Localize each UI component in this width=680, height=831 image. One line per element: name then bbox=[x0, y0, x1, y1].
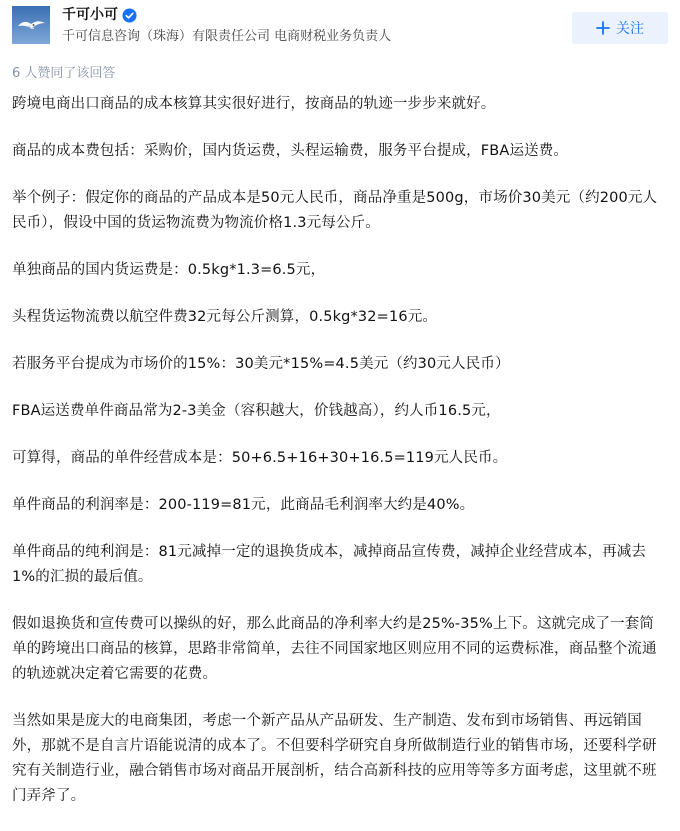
follow-button[interactable] bbox=[572, 12, 668, 44]
paragraph: 单件商品的纯利润是：81元减掉一定的退换货成本，减掉商品宣传费，减掉企业经营成本，再减去1%的汇损的最后值。 bbox=[12, 544, 647, 585]
author-name-row bbox=[62, 6, 137, 24]
paragraph: 假如退换货和宣传费可以操纵的好，那么此商品的净利率大约是25%-35%上下。这就完成了一套简单的跨境出口商品的核算，思路非常简单，去往不同国家地区则应用不同的运费标准，商品整个流通的轨迹就决定着它需要的花费。 bbox=[12, 616, 657, 682]
seagull-avatar-icon bbox=[12, 6, 50, 44]
paragraph: 跨境电商出口商品的成本核算其实很好进行，按商品的轨迹一步步来就好。 bbox=[12, 96, 496, 112]
author-info bbox=[12, 0, 668, 58]
paragraph: 单独商品的国内货运费是：0.5kg*1.3=6.5元， bbox=[12, 262, 326, 278]
verified-badge-icon bbox=[122, 8, 137, 23]
paragraph: 商品的成本费包括：采购价，国内货运费，头程运输费，服务平台提成，FBA运送费。 bbox=[12, 143, 569, 159]
paragraph: 当然如果是庞大的电商集团，考虑一个新产品从产品研发、生产制造、发布到市场销售、再远销国外，那就不是自言片语能说清的成本了。不但要科学研究自身所做制造行业的销售市场，还要科学研究有关制造行业，融合销售市场对商品开展剖析，结合高新科技的应用等等多方面考虑，这里就不班门弄斧了。 bbox=[12, 713, 657, 804]
paragraph: 单件商品的利润率是：200-119=81元，此商品毛利润率大约是40%。 bbox=[12, 497, 475, 513]
paragraph: 若服务平台提成为市场价的15%：30美元*15%=4.5美元（约30元人民币） bbox=[12, 356, 510, 372]
paragraph: 举个例子：假定你的商品的产品成本是50元人民币，商品净重是500g，市场价30美元（约200元人民币），假设中国的货运物流费为物流价格1.3元每公斤。 bbox=[12, 190, 658, 231]
paragraph: 头程货运物流费以航空件费32元每公斤测算，0.5kg*32=16元。 bbox=[12, 309, 438, 325]
plus-icon bbox=[596, 21, 610, 35]
vote-info: 6 人赞同了该回答 bbox=[12, 66, 116, 81]
author-name[interactable]: 千可小可 bbox=[62, 7, 118, 23]
follow-label: 关注 bbox=[616, 21, 644, 37]
paragraph: 可算得，商品的单件经营成本是：50+6.5+16+30+16.5=119元人民币。 bbox=[12, 450, 508, 466]
paragraph: FBA运送费单件商品常为2-3美金（容积越大，价钱越高），约人币16.5元， bbox=[12, 403, 501, 419]
avatar[interactable] bbox=[12, 6, 50, 44]
answer-content bbox=[12, 92, 666, 831]
author-headline: 千可信息咨询（珠海）有限责任公司 电商财税业务负责人 bbox=[62, 29, 392, 44]
